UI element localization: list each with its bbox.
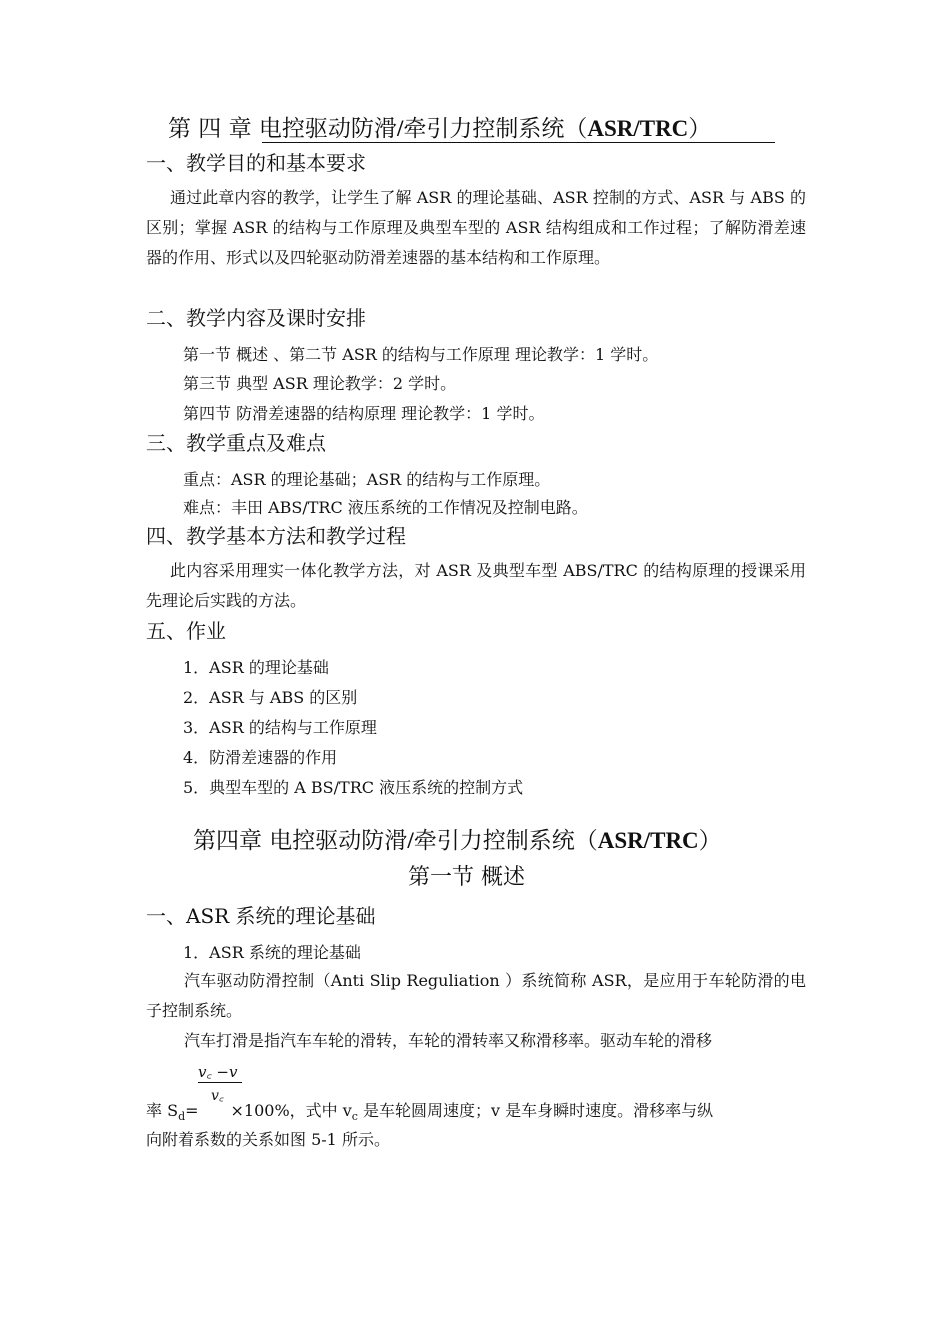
title-underline [262,142,775,143]
asr-definition-paragraph: 汽车驱动防滑控制（Anti Slip Reguliation ）系统简称 ASR，是应用于车轮防滑的电子控制系统。 [146,971,806,1020]
schedule-line: 第一节 概述 、第二节 ASR 的结构与工作原理 理论教学：1 学时。 [183,345,659,364]
schedule-line: 第三节 典型 ASR 理论教学：2 学时。 [183,374,457,393]
formula-numerator: v꜀ −v [198,1063,238,1081]
section-heading-goals: 一、教学目的和基本要求 [146,151,366,175]
chapter-title-2: 第四章 电控驱动防滑/牵引力控制系统（ASR/TRC） [193,828,722,854]
method-paragraph: 此内容采用理实一体化教学方法，对 ASR 及典型车型 ABS/TRC 的结构原理的授课采用先理论后实践的方法。 [146,561,806,610]
homework-item: 1．ASR 的理论基础 [183,658,329,677]
chapter-title: 第 四 章 电控驱动防滑/牵引力控制系统（ASR/TRC） [168,116,712,142]
goals-paragraph: 通过此章内容的教学，让学生了解 ASR 的理论基础、ASR 控制的方式、ASR 与 ABS 的区别；掌握 ASR 的结构与工作原理及典型车型的 ASR 结构组成和工作过程；了解防滑差速器的作用、形式以及四轮驱动防滑差速器的基本结构和工作原理。 [146,188,806,267]
homework-item: 3．ASR 的结构与工作原理 [183,718,377,737]
schedule-line: 第四节 防滑差速器的结构原理 理论教学：1 学时。 [183,404,545,423]
section-heading-method: 四、教学基本方法和教学过程 [146,524,406,548]
section-heading-theory: 一、ASR 系统的理论基础 [146,904,376,928]
section-heading-schedule: 二、教学内容及课时安排 [146,306,366,330]
homework-item: 2．ASR 与 ABS 的区别 [183,688,358,707]
section-heading-homework: 五、作业 [146,619,226,643]
section-title: 第一节 概述 [408,865,525,890]
figure-reference-line: 向附着系数的关系如图 5-1 所示。 [146,1130,390,1149]
subsection-title: 1．ASR 系统的理论基础 [183,943,361,962]
homework-item: 4．防滑差速器的作用 [183,748,338,767]
formula-denominator: v꜀ [211,1088,224,1104]
keypoint-line: 难点：丰田 ABS/TRC 液压系统的工作情况及控制电路。 [183,498,588,517]
section-heading-keypoints: 三、教学重点及难点 [146,431,326,455]
slip-formula-line: 率 $S_d= \times 100\%$，式中 $v_c$ 是车轮圆周速度；v 是车身瞬时速度。滑移率与纵 [146,1101,714,1124]
homework-item: 5．典型车型的 A BS/TRC 液压系统的控制方式 [183,778,524,797]
formula-fraction-bar [198,1082,242,1083]
keypoint-line: 重点：ASR 的理论基础；ASR 的结构与工作原理。 [183,470,551,489]
slip-paragraph: 汽车打滑是指汽车车轮的滑转，车轮的滑转率又称滑移率。驱动车轮的滑移 [184,1031,713,1050]
